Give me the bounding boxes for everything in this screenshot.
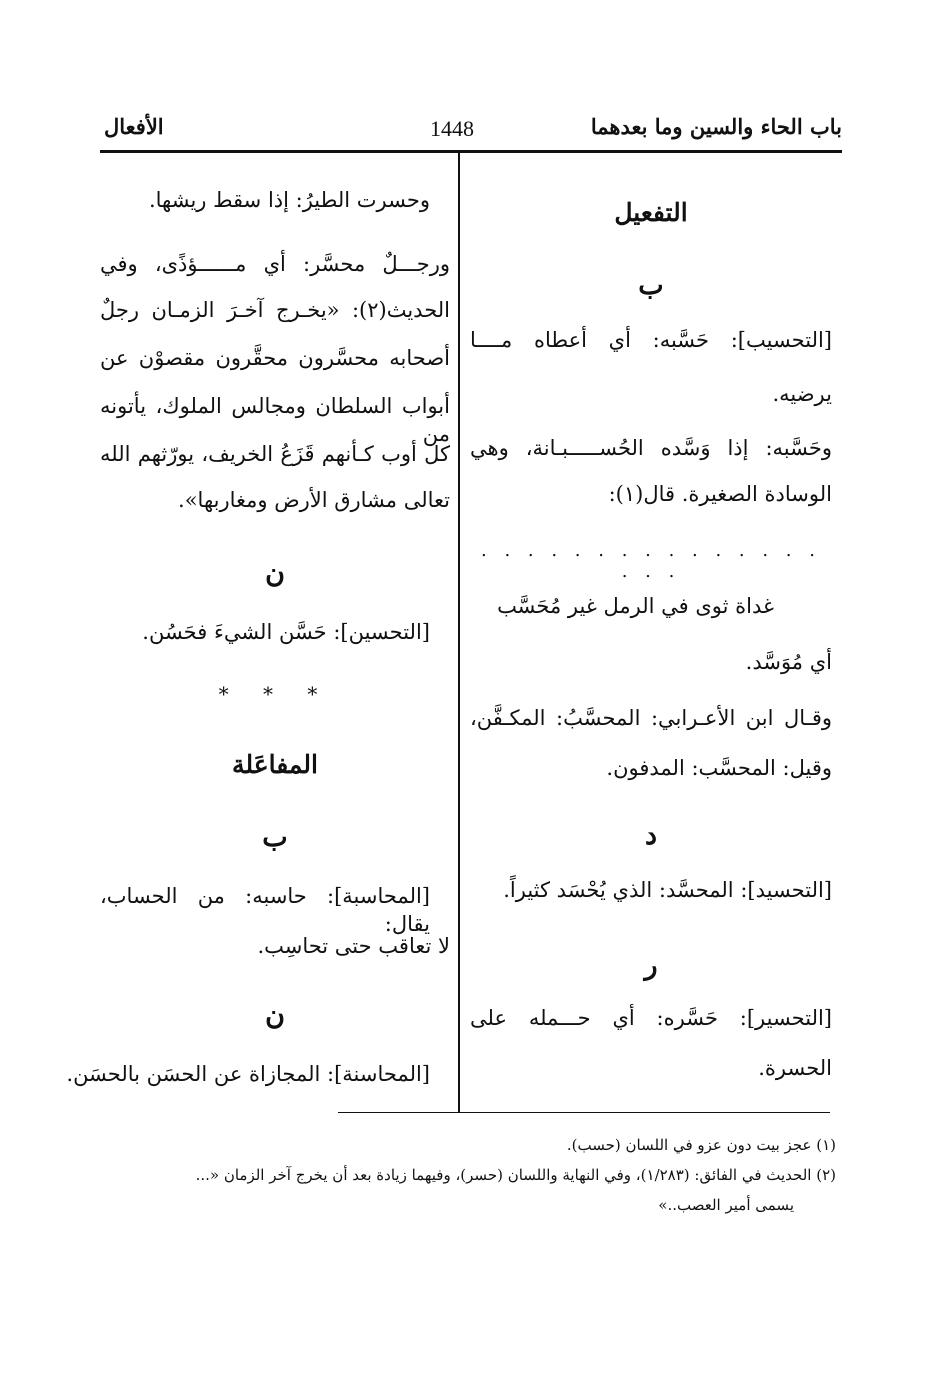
section-separator-stars: * * * bbox=[218, 682, 332, 706]
entry-tahsir-line1: [التحسير]: حَسَّره: أي حـــمله على bbox=[470, 1006, 832, 1030]
entry-hasarat-line5: أبواب السلطان ومجالس الملوك، يأتونه من bbox=[100, 394, 450, 446]
letter-heading-n2: ن bbox=[265, 1000, 285, 1031]
section-running-title: الأفعال bbox=[104, 114, 164, 139]
column-divider bbox=[458, 153, 460, 1113]
letter-heading-d: د bbox=[644, 820, 658, 851]
entry-muhasana: [المحاسنة]: المجازاة عن الحسَن بالحسَن. bbox=[66, 1062, 430, 1086]
verse-line: غداة ثوى في الرمل غير مُحَسَّب bbox=[497, 594, 774, 618]
entry-tahsib-line2: يرضيه. bbox=[772, 382, 832, 406]
entry-arabi-line2: وقيل: المحسَّب: المدفون. bbox=[606, 756, 832, 780]
footnote-rule bbox=[338, 1112, 830, 1113]
header-rule bbox=[100, 150, 842, 153]
entry-hasarat-line3: الحديث(٢): «يخـرج آخـرَ الزمـان رجلٌ bbox=[100, 298, 450, 322]
footnotes bbox=[96, 1130, 836, 1220]
entry-hasarat-line2: ورجـــلٌ محسَّر: أي مــــــؤذًى، وفي bbox=[100, 252, 450, 276]
page-header bbox=[100, 110, 842, 144]
entry-hasarat-line6: كل أوب كـأنهم قَزَعُ الخريف، يورّثهم الله bbox=[100, 442, 450, 466]
section-title-mufaala: المفاعَلة bbox=[232, 750, 318, 779]
entry-tahsin: [التحسين]: حَسَّن الشيءَ فحَسُن. bbox=[142, 620, 430, 644]
letter-heading-r: ر bbox=[644, 950, 658, 981]
entry-muhasaba-line2: لا تعاقب حتى تحاسِب. bbox=[257, 934, 450, 958]
page-number: 1448 bbox=[430, 116, 474, 141]
chapter-title: باب الحاء والسين وما بعدهما bbox=[590, 114, 842, 139]
verse-ellipsis: . . . . . . . . . . . . . . . . . . bbox=[481, 540, 821, 582]
footnote-1: (١) عجز بيت دون عزو في اللسان (حسب). bbox=[566, 1136, 836, 1154]
entry-hasarat-line1: وحسرت الطيرُ: إذا سقط ريشها. bbox=[148, 188, 430, 212]
entry-wassada-line1: وحَسَّبه: إذا وَسَّده الحُســـــبـانة، وهي bbox=[470, 436, 832, 460]
entry-hasarat-line7: تعالى مشارق الأرض ومغاربها». bbox=[178, 488, 450, 512]
letter-heading-b: ب bbox=[638, 270, 664, 301]
entry-tahsib-line1: [التحسيب]: حَسَّبه: أي أعطاه مــــا bbox=[470, 328, 832, 352]
letter-heading-n: ن bbox=[265, 558, 285, 589]
entry-tahsid: [التحسيد]: المحسَّد: الذي يُحْسَد كثيراً. bbox=[503, 878, 832, 902]
entry-arabi-line1: وقـال ابن الأعـرابي: المحسَّبُ: المكـفَّن، bbox=[470, 706, 832, 730]
entry-muhasaba-line1: [المحاسبة]: حاسبه: من الحساب، يقال: bbox=[100, 884, 430, 936]
verse-gloss: أي مُوَسَّد. bbox=[745, 650, 832, 674]
footnote-2-cont: يسمى أمير العصب..» bbox=[658, 1196, 794, 1214]
footnote-2: (٢) الحديث في الفائق: (١/٢٨٣)، وفي النهاية واللسان (حسر)، وفيهما زيادة بعد أن يخرج آخر الزمان «... bbox=[195, 1166, 836, 1184]
section-title-tafeel: التفعيل bbox=[614, 198, 688, 227]
entry-tahsir-line2: الحسرة. bbox=[758, 1056, 832, 1080]
entry-wassada-line2: الوسادة الصغيرة. قال(١): bbox=[608, 482, 832, 506]
entry-hasarat-line4: أصحابه محسَّرون محقَّرون مقصوْن عن bbox=[100, 346, 450, 370]
letter-heading-b2: ب bbox=[262, 822, 288, 853]
